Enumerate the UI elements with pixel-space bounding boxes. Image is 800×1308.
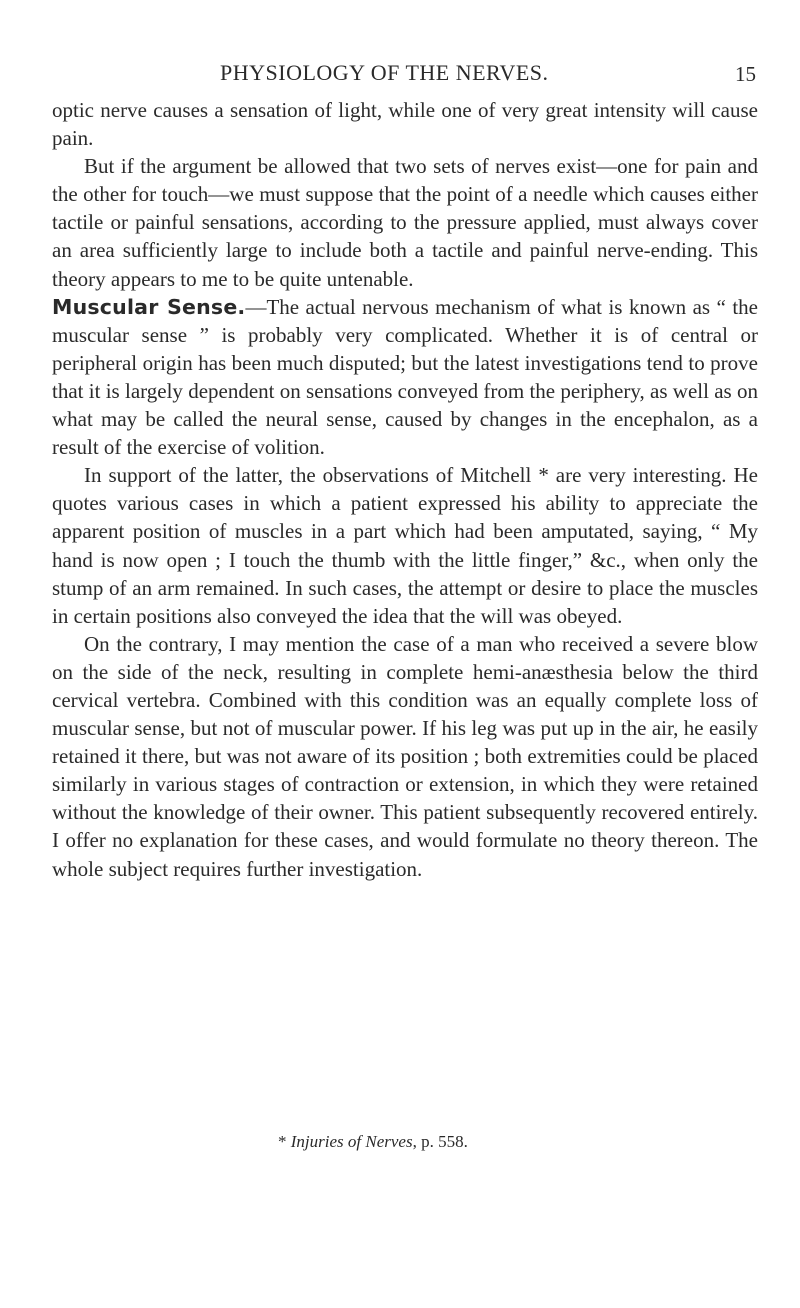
paragraph-argument: But if the argument be allowed that two sets of nerves exist—one for pain and the other for touch—we must suppose that the point of a needle which causes either tactile or painful sensations, according to the pressure applied, must always cover an area sufficiently large to include both a tactile and painful nerve-ending. This theory appears to me to be quite untenable. — [52, 154, 758, 291]
paragraph-continuation: optic nerve causes a sensation of light, while one of very great intensity will cause pain. — [52, 98, 758, 151]
footnote-marker: * — [278, 1132, 291, 1151]
section-body: —The actual nervous mechanism of what is known as “ the muscular sense ” is probably very complicated. Whether it is of central or peripheral origin has been much disputed; but the latest investigations tend to prove that it is largely dependent on sensations conveyed from the periphery, as well as on what may be called the neural sense, caused by changes in the encephalon, as a result of the exercise of volition. — [52, 294, 758, 460]
footnote-title: Injuries of Nerves — [290, 1132, 413, 1151]
paragraph-mitchell: In support of the latter, the observations of Mitchell * are very interesting. He quotes various cases in which a patient expressed his ability to appreciate the apparent position of muscles in a part which had been amputated, saying, “ My hand is now open ; I touch the thumb with the little finger,” &c., when only the stump of an arm remained. In such cases, the attempt or desire to place the muscles in certain positions also conveyed the idea that the will was obeyed. — [52, 463, 758, 628]
running-title: PHYSIOLOGY OF THE NERVES. — [220, 60, 549, 85]
running-head — [172, 60, 758, 88]
body-text — [52, 96, 758, 883]
page-number: 15 — [735, 62, 756, 86]
section-heading: Muscular Sense. — [52, 294, 246, 319]
paragraph-case: On the contrary, I may mention the case of a man who received a severe blow on the side of the neck, resulting in complete hemi-anæsthesia below the third cervical vertebra. Combined with this condition was an equally complete loss of muscular sense, but not of muscular power. If his leg was put up in the air, he easily retained it there, but was not aware of its position ; both extremities could be placed similarly in various stages of contraction or extension, in which they were retained without the knowledge of their owner. This patient subsequently recovered entirely. I offer no explanation for these cases, and would formulate no theory thereon. The whole subject requires further investigation. — [52, 631, 758, 881]
footnote — [278, 1132, 468, 1152]
paragraph-muscular-sense — [52, 293, 758, 462]
footnote-page: , p. 558. — [412, 1132, 468, 1151]
